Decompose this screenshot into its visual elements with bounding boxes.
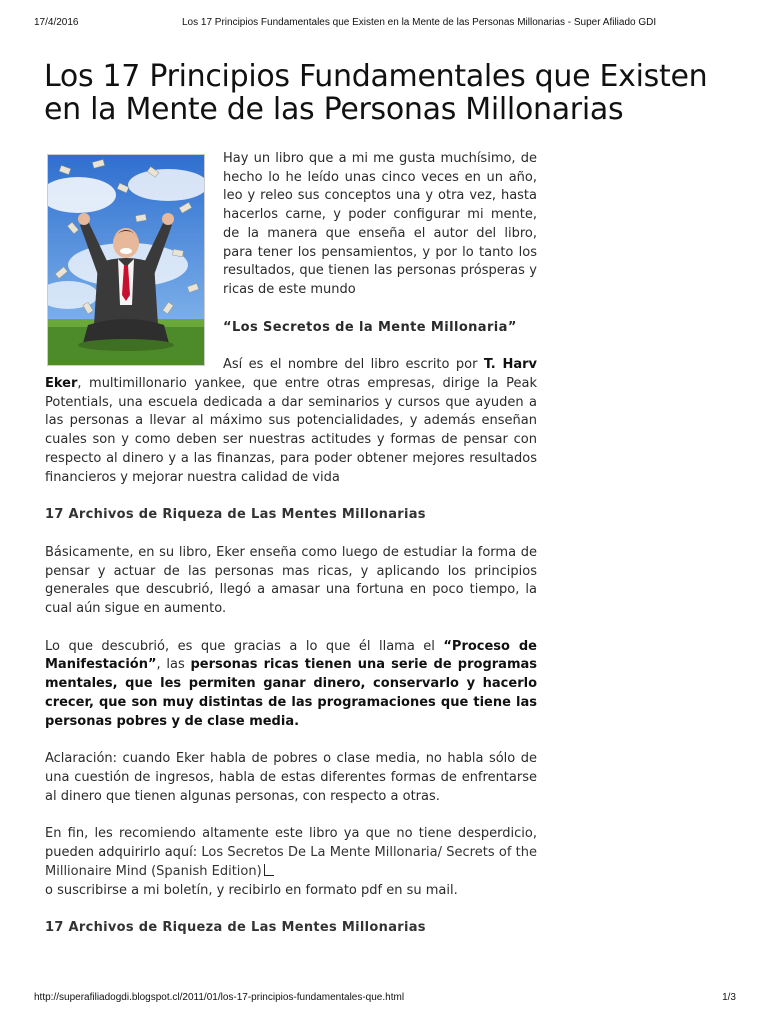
intro-paragraph: Hay un libro que a mi me gusta muchísimo, de hecho lo he leído unas cinco veces en un año, leo y releo sus conceptos una y otra vez, hasta hacerlos carne, y poder configurar mi mente, de la manera que enseña el autor del libro, para tener los pensamientos, y por lo tanto los resultados, que tienen las personas prósperas y ricas de este mundo	[223, 151, 537, 297]
text-segment: Así es el nombre del libro escrito por	[223, 357, 484, 373]
text-segment: o suscribirse a mi boletín, y recibirlo en formato pdf en su mail.	[45, 882, 458, 898]
page-number: 1/3	[722, 992, 736, 1003]
book-purchase-link[interactable]: Los Secretos De La Mente Millonaria/ Secrets of the Millionaire Mind (Spanish Edition)	[45, 845, 537, 879]
paragraph-discovery	[45, 638, 537, 732]
post-title: Los 17 Principios Fundamentales que Existen en la Mente de las Personas Millonarias	[44, 59, 708, 127]
text-segment: En fin, les recomiendo altamente este libro ya que no tiene desperdicio, pueden adquirirlo aquí:	[45, 826, 537, 861]
section-heading: 17 Archivos de Riqueza de Las Mentes Millonarias	[45, 920, 426, 936]
man-with-money-illustration	[48, 155, 204, 365]
section-heading: 17 Archivos de Riqueza de Las Mentes Millonarias	[45, 507, 426, 523]
paragraph-basically: Básicamente, en su libro, Eker enseña como luego de estudiar la forma de pensar y actuar de las personas mas ricas, y aplicando los principios generales que descubrió, llegó a amasar una fortuna en poco tiempo, la cual aún sigue en aumento.	[45, 544, 537, 617]
paragraph-author	[45, 356, 537, 487]
print-page-title: Los 17 Principios Fundamentales que Existen en la Mente de las Personas Millonarias - Super Afiliado GDI	[182, 17, 657, 28]
paragraph-clarification: Aclaración: cuando Eker habla de pobres o clase media, no habla sólo de una cuestión de ingresos, habla de estas diferentes formas de enfrentarse al dinero que tienen algunas personas, con respecto a otras.	[45, 751, 537, 804]
process-term: “Proceso de Manifestación”	[45, 638, 537, 673]
key-idea: personas ricas tienen una serie de programas mentales, que les permiten ganar dinero, conservarlo y hacerlo crecer, que son muy distintas de las programaciones que tiene las personas pobres y de clase media.	[45, 657, 537, 729]
print-date: 17/4/2016	[34, 17, 79, 28]
millionaire-image	[47, 154, 205, 366]
post-body	[45, 150, 537, 957]
print-url: http://superafiliadogdi.blogspot.cl/2011/01/los-17-principios-fundamentales-que.html	[34, 992, 405, 1003]
paragraph-recommendation	[45, 825, 537, 900]
text-segment: , multimillonario yankee, que entre otras empresas, dirige la Peak Potentials, una escuela dedicada a dar seminarios y cursos que ayuden a las personas a llevar al máximo sus potencialidades, y además enseñan cuales son y como deben ser nuestras actitudes y formas de pensar con respecto al dinero y a las finanzas, para poder obtener mejores resultados financieros y mejorar nuestra calidad de vida	[45, 376, 537, 485]
author-name: T. Harv Eker	[45, 357, 537, 392]
text-segment: Lo que descubrió, es que gracias a lo que él llama el	[45, 638, 444, 654]
text-segment: , las	[156, 657, 191, 673]
link-end-marker	[264, 864, 274, 876]
book-title-quote: “Los Secretos de la Mente Millonaria”	[223, 319, 517, 335]
